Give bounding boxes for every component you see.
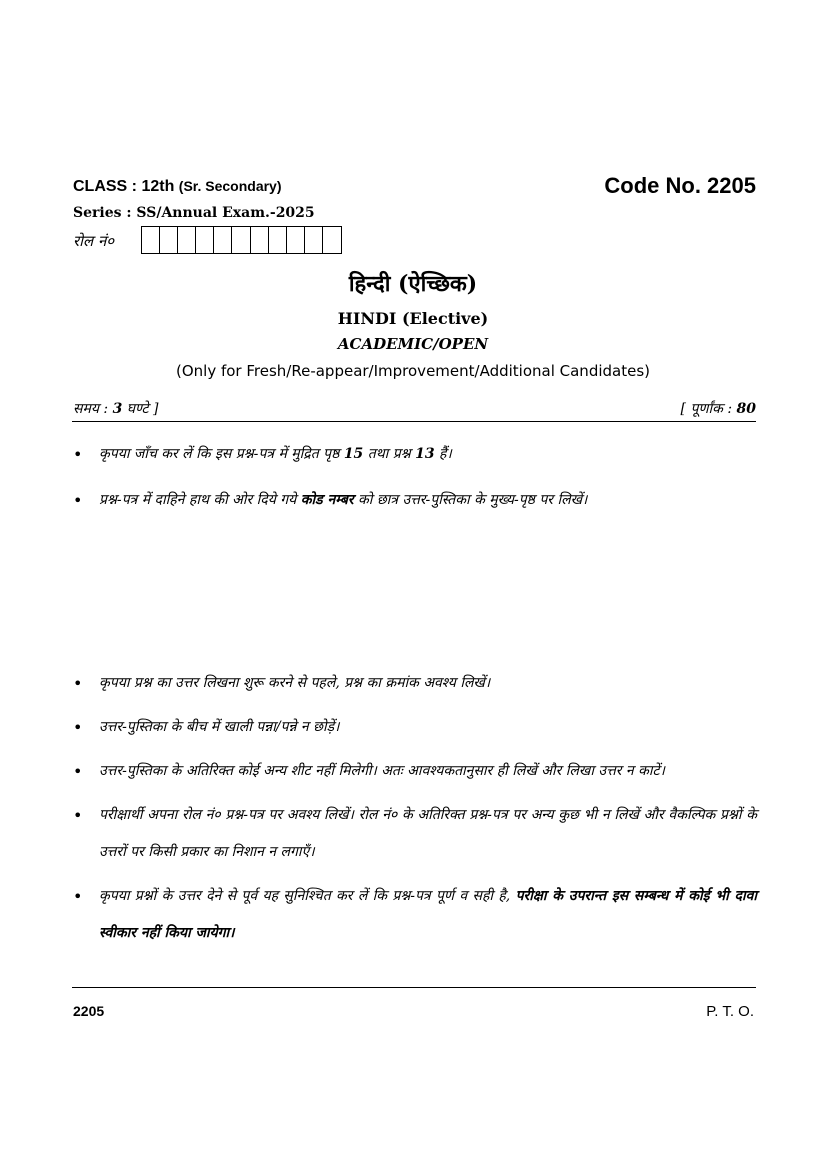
roll-number-box[interactable]: [251, 227, 269, 253]
instruction-item: • प्रश्न-पत्र में दाहिने हाथ की ओर दिये गये कोड नम्बर को छात्र उत्तर-पुस्तिका के मुख्य-पृष्ठ पर लिखें।: [73, 482, 757, 519]
header-divider: [72, 421, 756, 422]
instruction-item: • परीक्षार्थी अपना रोल नं० प्रश्न-पत्र पर अवश्य लिखें। रोल नं० के अतिरिक्त प्रश्न-पत्र पर अन्य कुछ भी न लिखें और वैकल्पिक प्रश्नों के उत्तरों पर किसी प्रकार का निशान न लगाएँ।: [73, 797, 757, 871]
roll-number-box[interactable]: [305, 227, 323, 253]
code-number: Code No. 2205: [604, 173, 756, 198]
instruction-item: • कृपया प्रश्नों के उत्तर देने से पूर्व यह सुनिश्चित कर लें कि प्रश्न-पत्र पूर्ण व सही है, परीक्षा के उपरान्त इस सम्बन्ध में कोई भी दावा स्वीकार नहीं किया जायेगा।: [73, 878, 757, 952]
roll-number-box[interactable]: [160, 227, 178, 253]
please-turn-over: P. T. O.: [706, 1003, 754, 1020]
page-count: 15: [343, 446, 364, 462]
question-count: 13: [415, 446, 435, 462]
roll-number-box[interactable]: [269, 227, 287, 253]
class-label: [73, 178, 282, 196]
roll-number-box[interactable]: [287, 227, 305, 253]
roll-number-box[interactable]: [323, 227, 341, 253]
class-sub-text: (Sr. Secondary): [178, 178, 282, 194]
instruction-item: • उत्तर-पुस्तिका के बीच में खाली पन्ना/पन्ने न छोड़ें।: [73, 709, 757, 746]
instruction-item: • कृपया जाँच कर लें कि इस प्रश्न-पत्र में मुद्रित पृष्ठ 15 तथा प्रश्न 13 हैं।: [73, 436, 757, 473]
roll-number-box[interactable]: [142, 227, 160, 253]
candidates-note: (Only for Fresh/Re-appear/Improvement/Additional Candidates): [176, 362, 650, 380]
time-unit: घण्टे ]: [122, 401, 159, 417]
instruction-item: • कृपया प्रश्न का उत्तर लिखना शुरू करने से पहले, प्रश्न का क्रमांक अवश्य लिखें।: [73, 665, 757, 702]
roll-number-box[interactable]: [178, 227, 196, 253]
code-number-emphasis: कोड नम्बर: [300, 492, 354, 508]
no-claim-notice: परीक्षा के उपरान्त इस सम्बन्ध में कोई भी दावा स्वीकार नहीं किया जायेगा।: [99, 888, 757, 941]
roll-number-box[interactable]: [196, 227, 214, 253]
instruction-item: • उत्तर-पुस्तिका के अतिरिक्त कोई अन्य शीट नहीं मिलेगी। अतः आवश्यकतानुसार ही लिखें और लिखा उत्तर न काटें।: [73, 753, 757, 790]
roll-number-label: रोल नं०: [73, 232, 115, 250]
roll-number-box[interactable]: [214, 227, 232, 253]
subject-title-english: HINDI (Elective): [337, 309, 489, 328]
time-allowed: [73, 399, 159, 418]
marks-value: 80: [736, 401, 756, 417]
series-label: Series : SS/Annual Exam.-2025: [73, 205, 315, 221]
subject-title-hindi: हिन्दी (ऐच्छिक): [348, 271, 478, 297]
roll-number-boxes[interactable]: [141, 226, 342, 254]
maximum-marks: [681, 399, 756, 418]
time-value: 3: [112, 401, 123, 417]
instructions-bottom: [73, 665, 757, 952]
marks-label: [ पूर्णांक :: [680, 401, 737, 417]
class-text: CLASS : 12th: [73, 178, 175, 195]
instructions-top: [73, 436, 757, 519]
academic-open-label: ACADEMIC/OPEN: [337, 335, 489, 353]
footer-code: 2205: [73, 1003, 105, 1019]
time-label: समय :: [73, 401, 113, 417]
roll-number-box[interactable]: [232, 227, 250, 253]
footer-divider: [72, 987, 756, 988]
